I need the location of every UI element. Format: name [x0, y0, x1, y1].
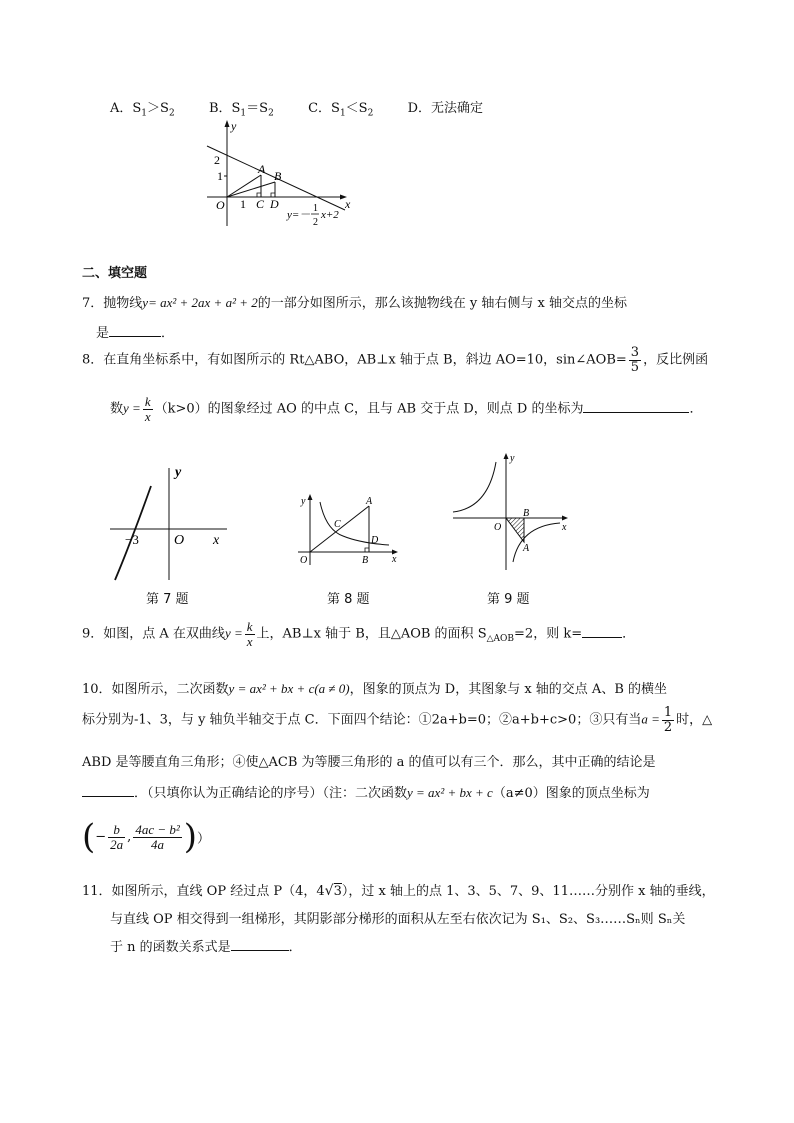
q10-vertex-formula [82, 817, 211, 857]
q8-line1 [82, 346, 708, 374]
q6-line-tail: x+2 [321, 209, 339, 221]
q6-label-1y: 1 [217, 169, 223, 183]
q6-label-2: 2 [214, 153, 220, 167]
q11-sqrt-3: 3 [333, 884, 342, 899]
q6-option-b: B．$S_1=S_2$ [208, 101, 274, 119]
q7-y: y [142, 295, 149, 310]
q6-label-o: O [216, 198, 225, 212]
fig8-caption: 第 8 题 [327, 592, 370, 607]
q8-k-over-x [143, 395, 153, 423]
q10-text-2b: 时，△ [676, 712, 713, 728]
q8-x: x [144, 408, 151, 424]
q10-line4 [82, 782, 650, 801]
fig7-caption: 第 7 题 [146, 592, 189, 607]
q10-frac-d: 2 [663, 719, 673, 735]
q8-text-1: 8．在直角坐标系中，有如图所示的 Rt△ABO，AB⊥x 轴于点 B，斜边 AO=10，sin∠AOB= [82, 352, 627, 368]
q10-frac-b-2a [108, 823, 125, 851]
fig9-label-y: y [510, 453, 515, 464]
fig9-shaded-triangle [506, 518, 524, 542]
q7-shi: 是 [96, 326, 110, 341]
q10-v-n2: 4ac − b² [135, 821, 180, 837]
q10-v-d2: 4a [151, 836, 165, 852]
q11-answer-blank[interactable] [231, 938, 289, 951]
q11-sqrt: √3 [324, 883, 342, 899]
q11-line2: 与直线 OP 相交得到一组梯形，其阴影部分梯形的面积从左至右依次记为 S₁、S₂、S₃……Sₙ则 Sₙ关 [110, 912, 686, 927]
q8-text-2a: 数 [110, 401, 124, 417]
q9-text-b: 上，AB⊥x 轴于 B，且△AOB 的面积 S [256, 626, 487, 642]
q6-option-d: D．无法确定 [407, 101, 484, 116]
q6-line-label: y=－ [287, 209, 311, 221]
q10-frac-n: 1 [663, 705, 673, 720]
q11-line1 [82, 880, 715, 899]
q6-label-b: B [274, 169, 282, 183]
fig9-label-o: O [494, 522, 502, 533]
q10-open-paren: ( [82, 817, 96, 857]
q9-x: x [246, 633, 253, 649]
q10-text-1a: 10．如图所示，二次函数 [82, 682, 229, 697]
fig9-label-x: x [562, 522, 567, 533]
fig8-label-b: B [362, 555, 369, 566]
q8-end: ． [689, 401, 703, 417]
q11-line3 [110, 936, 302, 955]
fig9-branch-upper-left [453, 462, 496, 512]
q9-text-c: =2，则 k= [514, 626, 583, 642]
q8-line2 [110, 395, 703, 423]
fig7-label-x: x [213, 533, 220, 548]
q6-option-c: C．$S_1<S_2$ [308, 101, 374, 119]
q9-sub: △AOB [486, 634, 515, 645]
q10-close: ） [197, 831, 211, 847]
fig9-label-b: B [523, 508, 530, 519]
q6-segment-ob [227, 182, 275, 197]
q8-frac-numerator: 3 [630, 345, 640, 360]
q10-close-paren-big: ) [183, 817, 198, 857]
q10-line3: ABD 是等腰直角三角形；④使△ACB 为等腰三角形的 a 的值可以有三个．那么，其中正确的结论是 [82, 755, 656, 770]
q6-line-frac-d: 2 [313, 217, 318, 228]
q10-formula2: y = ax² + bx + c [407, 785, 493, 800]
q6-segment-oa [227, 175, 261, 197]
q6-options [110, 97, 484, 119]
q8-k: k [144, 394, 151, 409]
q10-v-d1: 2a [110, 836, 124, 852]
q8-frac-denominator: 5 [630, 359, 640, 375]
q8-answer-blank[interactable] [583, 400, 689, 413]
q6-label-c: C [256, 197, 265, 211]
q10-text-4a: ．（只填你认为正确结论的序号）（注：二次函数 [134, 786, 408, 801]
fig8-label-a: A [366, 496, 373, 507]
q6-line-frac-n: 1 [313, 203, 318, 214]
q10-text-4b: （a≠0）图象的顶点坐标为 [492, 786, 650, 801]
fig7 [105, 462, 235, 587]
q11-text-1b: ），过 x 轴上的点 1、3、5、7、9、11……分别作 x 轴的垂线， [341, 884, 715, 899]
q10-v-n1: b [108, 823, 125, 838]
q6-label-x: x [345, 197, 351, 211]
fig7-label-y: y [175, 465, 182, 480]
q10-half-fraction [662, 706, 674, 734]
q6-option-a: A．$S_1>S_2$ [110, 101, 175, 119]
fig8-label-y: y [301, 496, 306, 507]
q7-text: 的一部分如图所示，那么该抛物线在 y 轴右侧与 x 轴交点的坐标 [257, 296, 627, 311]
q6-label-1x: 1 [240, 197, 246, 211]
q10-line1 [82, 678, 667, 697]
q7-number: 7．抛物线 [82, 296, 143, 311]
fig8-label-o: O [300, 555, 308, 566]
q10-comma: , [127, 829, 132, 845]
fig8-hyperbola [320, 502, 389, 545]
q6-figure [195, 118, 365, 230]
fig8 [288, 490, 403, 570]
q11-text-1a: 11．如图所示，直线 OP 经过点 P（4，4 [82, 884, 325, 899]
q9-line [82, 620, 635, 648]
q7-line2 [96, 322, 174, 341]
q7-end: ． [161, 326, 175, 341]
q6-label-a: A [258, 162, 266, 176]
q6-y-arrow [225, 120, 230, 127]
q10-minus: − [95, 829, 107, 845]
q7-formula: = ax² + 2ax + a² + 2 [148, 295, 258, 310]
fig7-label-o: O [174, 533, 185, 548]
q11-end: ． [288, 940, 302, 955]
fig9-caption: 第 9 题 [487, 592, 530, 607]
q8-text-1-tail: ，反比例函 [643, 352, 709, 368]
q6-label-y: y [231, 119, 237, 133]
q9-end: ． [622, 626, 636, 642]
q10-a-eq: a = [641, 711, 660, 727]
q7-line1 [82, 292, 627, 311]
q6-label-d: D [270, 197, 279, 211]
fig8-label-x: x [392, 554, 397, 565]
q11-text-3: 于 n 的函数关系式是 [110, 940, 231, 955]
fig9-label-a: A [523, 543, 530, 554]
q9-y-eq: y = [224, 625, 243, 641]
fig8-right-angle [365, 548, 369, 552]
fig8-label-c: C [334, 519, 341, 530]
q10-text-1b: ，图象的顶点为 D，其图象与 x 轴的交点 A、B 的横坐 [349, 682, 667, 697]
q10-answer-blank[interactable] [82, 784, 134, 797]
q7-answer-blank[interactable] [109, 324, 161, 337]
q10-formula1: y = ax² + bx + c(a ≠ 0) [228, 681, 350, 696]
q9-text-a: 9．如图，点 A 在双曲线 [82, 626, 225, 642]
q10-frac-4ac [133, 823, 181, 851]
q9-k-over-x [245, 620, 255, 648]
q9-answer-blank[interactable] [582, 625, 622, 638]
q8-text-2b: （k>0）的图象经过 AO 的中点 C，且与 AB 交于点 D，则点 D 的坐标为 [154, 401, 584, 417]
q10-line2 [82, 706, 712, 734]
q8-sin-fraction [629, 346, 641, 374]
q9-k: k [246, 619, 253, 634]
q10-text-2a: 标分别为-1、3，与 y 轴负半轴交于点 C．下面四个结论：①2a+b=0；②a+b+c>0；③只有当 [82, 712, 642, 728]
fig7-label-minus3: −3 [125, 532, 139, 547]
fig8-label-d: D [371, 535, 379, 546]
section-fill-in-title: 二、填空题 [82, 266, 148, 281]
q8-y-eq: y = [123, 400, 141, 416]
fig9 [448, 450, 573, 575]
